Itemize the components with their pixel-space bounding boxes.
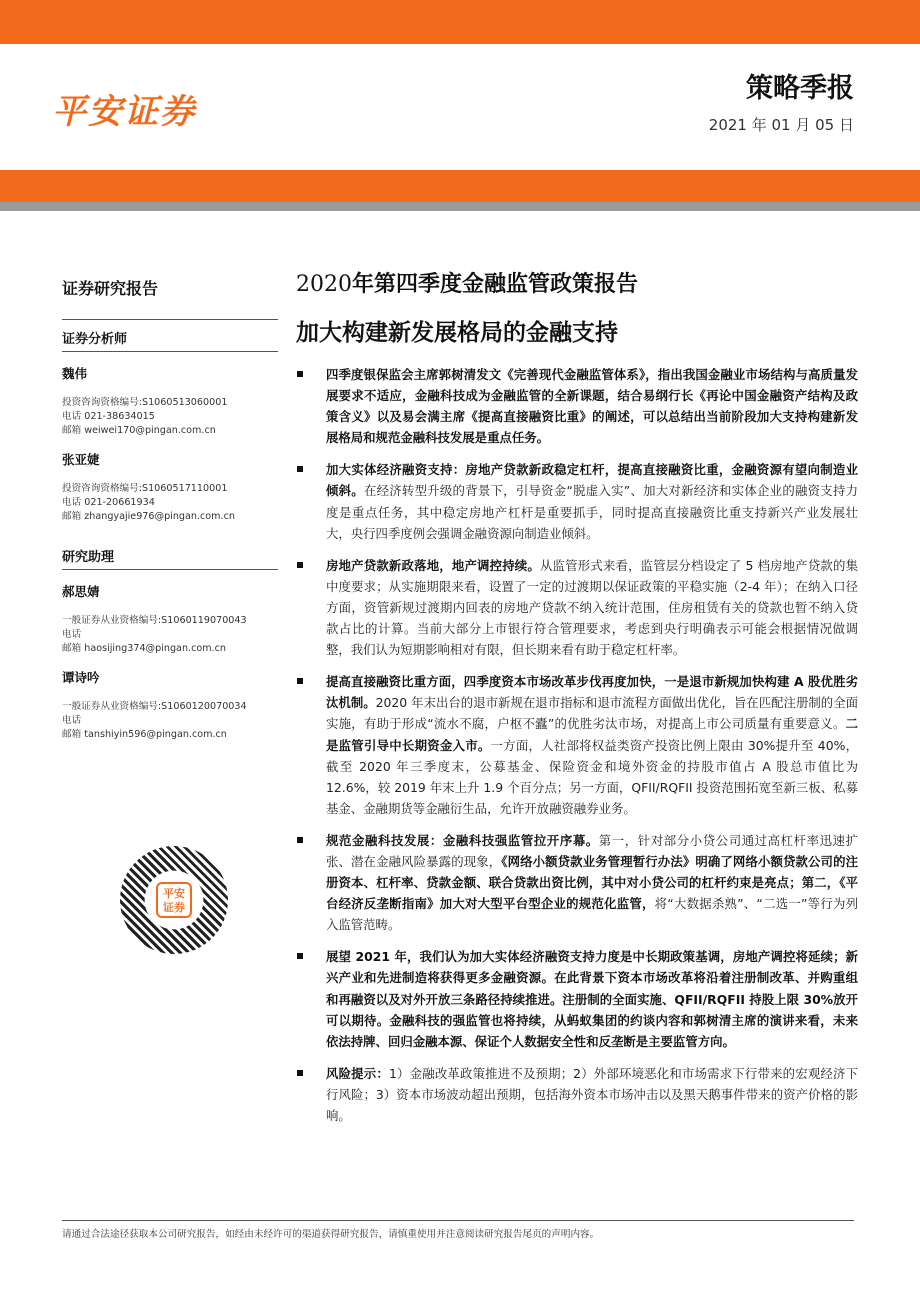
analyst-phone: 电话 021-20661934	[62, 497, 155, 508]
assistant-cert: 一般证券从业资格编号:S1060119070043	[62, 615, 247, 626]
analyst-card	[62, 364, 278, 438]
report-date: 2021 年 01 月 05 日	[708, 116, 854, 134]
bullet-item	[296, 671, 858, 819]
qr-logo-badge: 平安证券	[156, 882, 192, 918]
document-type: 策略季报	[746, 73, 854, 104]
bullet-bold: 风险提示：	[326, 1065, 389, 1081]
assistant-phone: 电话	[62, 629, 82, 640]
qr-code	[120, 846, 228, 954]
footer-divider	[62, 1220, 854, 1221]
assistant-card	[62, 668, 278, 742]
bullet-square-icon	[297, 466, 303, 472]
header-band	[0, 170, 920, 202]
bullet-text-2: 将“大数据杀熟”、“二选一”等行为列入监管范畴。	[326, 896, 858, 933]
bullet-text-2: 一方面，人社部将权益类资产投资比例上限由 30%提升至 40%，截至 2020 年三季度末，公募基金、保险资金和境外资金的持股市值占 A 股总市值比为 12.6%，较 2019 年末上升 1.9 个百分点；另一方面，QFII/RQFII 投资范围拓宽至新三板、私募基金、金融期货等金融衍生品，允许开放融资融券业务。	[326, 737, 859, 816]
bullet-bold-2: 二是监管引导中长期资金入市。	[326, 716, 858, 753]
analyst-cert: 投资咨询资格编号:S1060517110001	[62, 483, 228, 494]
analyst-heading: 证券分析师	[62, 328, 278, 352]
assistant-heading: 研究助理	[62, 546, 278, 570]
analyst-phone: 电话 021-38634015	[62, 411, 155, 422]
report-type-label: 证券研究报告	[62, 276, 278, 320]
assistant-cert: 一般证券从业资格编号:S1060120070034	[62, 701, 247, 712]
bullet-square-icon	[297, 678, 303, 684]
bullet-text: 1）金融改革政策推进不及预期；2）外部环境恶化和市场需求下行带来的宏观经济下行风险；3）资本市场波动超出预期，包括海外资本市场冲击以及黑天鹅事件带来的资产价格的影响。	[326, 1065, 859, 1123]
bullet-square-icon	[297, 837, 303, 843]
bullet-bold: 展望 2021 年，我们认为加大实体经济融资支持力度是中长期政策基调，房地产调控将延续；新兴产业和先进制造将获得更多金融资源。在此背景下资本市场改革将沿着注册制改革、并购重组和再融资以及对外开放三条路径持续推进。注册制的全面实施、QFII/RQFII 持股上限 30%放开可以期待。金融科技的强监管也将持续，从蚂蚁集团的约谈内容和郭树清主席的演讲来看，未来依法持牌、回归金融本源、保证个人数据安全性和反垄断是主要监管方向。	[326, 949, 858, 1049]
report-subtitle: 加大构建新发展格局的金融支持	[296, 320, 618, 346]
header-band-shadow	[0, 202, 920, 211]
analyst-name: 张亚婕	[62, 452, 100, 467]
bullet-bold: 房地产贷款新政落地，地产调控持续。	[326, 557, 540, 573]
analyst-email[interactable]: 邮箱 zhangyajie976@pingan.com.cn	[62, 511, 235, 522]
report-title-year: 2020	[296, 272, 352, 297]
analyst-name: 魏伟	[62, 366, 88, 381]
bullet-text: 从监管形式来看，监管层分档设定了 5 档房地产贷款的集中度要求；从实施期限来看，设置了一定的过渡期以保证政策的平稳实施（2-4 年）；在纳入口径方面，资管新规过渡期内回表的房地产贷款不纳入统计范围，住房租赁有关的贷款也暂不纳入贷款占比的计算。当前大部分上市银行符合管理要求，考虑到央行明确表示可能会根据情况做调整，我们认为短期影响相对有限，但长期来看有助于稳定杠杆率。	[326, 557, 858, 658]
bullet-bold-2: 《网络小额贷款业务管理暂行办法》明确了网络小额贷款公司的注册资本、杠杆率、贷款金额、联合贷款出资比例，其中对小贷公司的杠杆约束是亮点；第二，《平台经济反垄断指南》加大对大型平台型企业的规范化监管，	[326, 853, 858, 912]
assistant-card	[62, 582, 278, 656]
bullet-square-icon	[297, 371, 303, 377]
bullet-item	[296, 459, 858, 543]
analyst-cert: 投资咨询资格编号:S1060513060001	[62, 397, 228, 408]
bullet-text: 2020 年末出台的退市新规在退市指标和退市流程方面做出优化，旨在匹配注册制的全面实施，有助于形成“流水不腐，户枢不蠹”的优胜劣汰市场，对提高上市公司质量有重要意义。	[326, 695, 858, 732]
analyst-email[interactable]: 邮箱 weiwei170@pingan.com.cn	[62, 425, 216, 436]
assistant-email[interactable]: 邮箱 tanshiyin596@pingan.com.cn	[62, 729, 227, 740]
bullet-bold: 加大实体经济融资支持：房地产贷款新政稳定杠杆，提高直接融资比重，金融资源有望向制造业倾斜。	[326, 462, 858, 499]
assistant-name: 郝思婧	[62, 584, 100, 599]
bullet-bold: 四季度银保监会主席郭树清发文《完善现代金融监管体系》，指出我国金融业市场结构与高质量发展要求不适应，金融科技成为金融监管的全新课题，结合易纲行长《再论中国金融资产结构及政策含义》以及易会满主席《提高直接融资比重》的阐述，可以总结出当前阶段加大支持构建新发展格局和规范金融科技发展是重点任务。	[326, 367, 858, 446]
company-logo: 平安证券	[52, 92, 196, 132]
assistant-phone: 电话	[62, 715, 82, 726]
assistant-email[interactable]: 邮箱 haosijing374@pingan.com.cn	[62, 643, 226, 654]
bullet-square-icon	[297, 1070, 303, 1076]
assistant-name: 谭诗吟	[62, 670, 100, 685]
bullet-item	[296, 364, 858, 448]
bullet-text: 第一，针对部分小贷公司通过高杠杆率迅速扩张、潜在金融风险暴露的现象，	[326, 832, 859, 869]
report-title-text: 年第四季度金融监管政策报告	[352, 272, 639, 297]
top-accent-bar	[0, 0, 920, 44]
bullet-bold: 提高直接融资比重方面，四季度资本市场改革步伐再度加快，一是退市新规加快构建 A 股优胜劣汰机制。	[326, 674, 858, 711]
bullet-square-icon	[297, 953, 303, 959]
summary-bullets	[296, 364, 858, 1126]
bullet-square-icon	[297, 562, 303, 568]
bullet-item	[296, 830, 858, 935]
sidebar	[62, 276, 278, 742]
report-title	[296, 268, 858, 302]
main-content	[296, 268, 858, 1137]
bullet-item	[296, 1063, 858, 1126]
footer-disclaimer: 请通过合法途径获取本公司研究报告，如经由未经许可的渠道获得研究报告，请慎重使用并注意阅读研究报告尾页的声明内容。	[62, 1229, 600, 1240]
bullet-bold: 规范金融科技发展：金融科技强监管拉开序幕。	[326, 832, 599, 848]
bullet-item	[296, 555, 858, 660]
analyst-card	[62, 450, 278, 524]
bullet-text: 在经济转型升级的背景下，引导资金“脱虚入实”、加大对新经济和实体企业的融资支持力度是重点任务，其中稳定房地产杠杆是重要抓手，同时提高直接融资比重支持新兴产业发展壮大，央行四季度例会强调金融资源向制造业倾斜。	[326, 483, 858, 541]
bullet-item	[296, 946, 858, 1051]
